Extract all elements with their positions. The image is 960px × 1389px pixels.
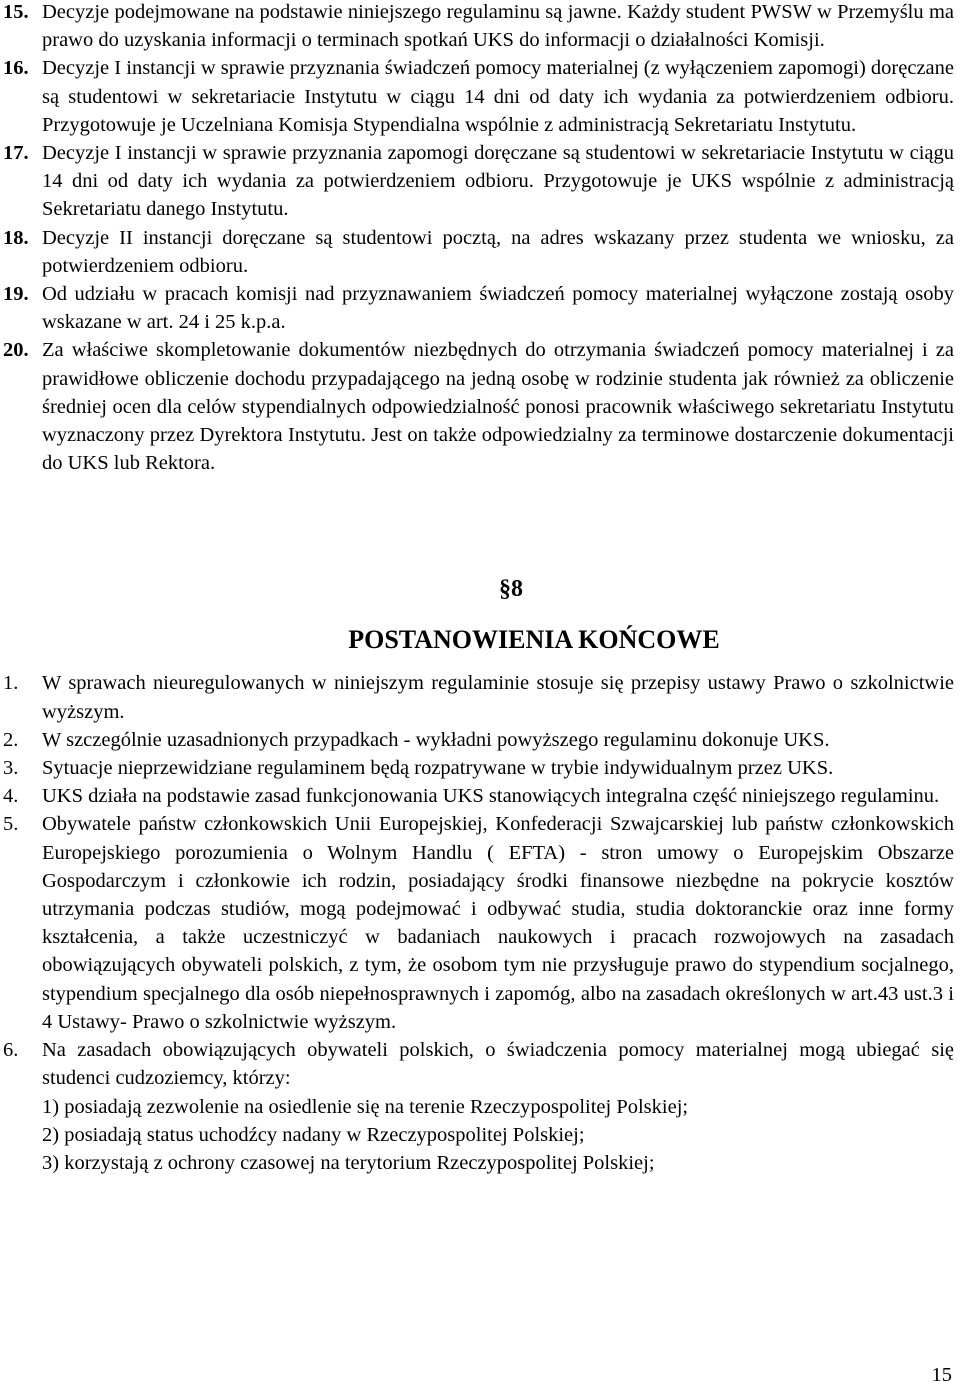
item-number: 16. [3, 57, 29, 80]
list-item [0, 54, 960, 139]
list-item [0, 1036, 960, 1092]
page-number: 15 [931, 1364, 952, 1386]
item-text: Decyzje I instancji w sprawie przyznania świadczeń pomocy materialnej (z wyłączeniem zapomogi) doręczane są studentowi w sekretariacie Instytutu w ciągu 14 dni od daty ich wydania za potwierdzeniem odbioru. Przygotowuje je Uczelniana Komisja Stypendialna wspólnie z administracją Sekretariatu Instytutu. [42, 57, 954, 136]
item-number: 17. [3, 142, 29, 165]
item-text: Decyzje I instancji w sprawie przyznania zapomogi doręczane są studentowi w sekretariacie Instytutu w ciągu 14 dni od daty ich wydania za potwierdzeniem odbioru. Przygotowuje je UKS wspólnie z administracją Sekretariatu danego Instytutu. [42, 142, 954, 221]
item-text: UKS działa na podstawie zasad funkcjonowania UKS stanowiących integralna część niniejszego regulaminu. [42, 785, 940, 808]
item-text: Decyzje II instancji doręczane są studentowi pocztą, na adres wskazany przez studenta we wniosku, za potwierdzeniem odbioru. [42, 226, 954, 277]
list-item [0, 669, 960, 725]
item-text: W sprawach nieuregulowanych w niniejszym regulaminie stosuje się przepisy ustawy Prawo o szkolnictwie wyższym. [42, 672, 954, 723]
item-number: 4. [3, 785, 19, 808]
sub-list-item: 3) korzystają z ochrony czasowej na terytorium Rzeczypospolitej Polskiej; [42, 1151, 655, 1174]
list-item [0, 0, 960, 54]
list-item [0, 139, 960, 224]
item-text: W szczególnie uzasadnionych przypadkach - wykładni powyższego regulaminu dokonuje UKS. [42, 728, 830, 751]
item-number: 19. [3, 283, 29, 306]
list-item [0, 726, 960, 754]
list-item [0, 754, 960, 782]
list-item [0, 810, 960, 1036]
section-mark: §8 [499, 576, 523, 603]
item-number: 5. [3, 813, 19, 836]
item-text: Obywatele państw członkowskich Unii Europejskiej, Konfederacji Szwajcarskiej lub państw członkowskich Europejskiego porozumienia o Wolnym Handlu ( EFTA) - stron umowy o Europejskim Obszarze Gospodarczym i członkowie ich rodzin, posiadający środki finansowe niezbędne na pokrycie kosztów utrzymania podczas studiów, mogą podejmować i odbywać studia, studia doktoranckie oraz inne formy kształcenia, a także uczestniczyć w badaniach naukowych i pracach rozwojowych na zasadach obowiązujących obywateli polskich, z tym, że osobom tym nie przysługuje prawo do stypendium socjalnego, stypendium specjalnego dla osób niepełnosprawnych i zapomóg, albo na zasadach określonych w art.43 ust.3 i 4 Ustawy- Prawo o szkolnictwie wyższym. [42, 813, 954, 1033]
item-text: Na zasadach obowiązujących obywateli polskich, o świadczenia pomocy materialnej mogą ubiegać się studenci cudzoziemcy, którzy: [42, 1039, 954, 1090]
item-number: 1. [3, 672, 19, 695]
section-title: POSTANOWIENIA KOŃCOWE [348, 625, 720, 655]
item-number: 20. [3, 339, 29, 362]
item-text: Decyzje podejmowane na podstawie niniejszego regulaminu są jawne. Każdy student PWSW w Przemyślu ma prawo do uzyskania informacji o terminach spotkań UKS do informacji o działalności Komisji. [42, 1, 954, 52]
list-item [0, 224, 960, 280]
list-item [0, 782, 960, 810]
list-item [0, 336, 960, 477]
sub-list-item: 1) posiadają zezwolenie na osiedlenie się na terenie Rzeczypospolitej Polskiej; [42, 1095, 689, 1118]
upper-list [0, 0, 960, 477]
sub-list-item: 2) posiadają status uchodźcy nadany w Rzeczypospolitej Polskiej; [42, 1123, 585, 1146]
item-number: 6. [3, 1039, 19, 1062]
item-number: 18. [3, 226, 29, 249]
item-number: 2. [3, 728, 19, 751]
final-provisions-list [0, 669, 960, 1177]
item-text: Sytuacje nieprzewidziane regulaminem będą rozpatrywane w trybie indywidualnym przez UKS. [42, 757, 834, 780]
item-text: Za właściwe skompletowanie dokumentów niezbędnych do otrzymania świadczeń pomocy materialnej i za prawidłowe obliczenie dochodu przypadającego na jedną osobę w rodzinie studenta jak również za obliczenie średniej ocen dla celów stypendialnych odpowiedzialność ponosi pracownik właściwego sekretariatu Instytutu wyznaczony przez Dyrektora Instytutu. Jest on także odpowiedzialny za terminowe dostarczenie dokumentacji do UKS lub Rektora. [42, 339, 954, 475]
item-number: 3. [3, 757, 19, 780]
item-text: Od udziału w pracach komisji nad przyznawaniem świadczeń pomocy materialnej wyłączone zostają osoby wskazane w art. 24 i 25 k.p.a. [42, 283, 954, 334]
item-number: 15. [3, 1, 29, 23]
list-item [0, 280, 960, 336]
